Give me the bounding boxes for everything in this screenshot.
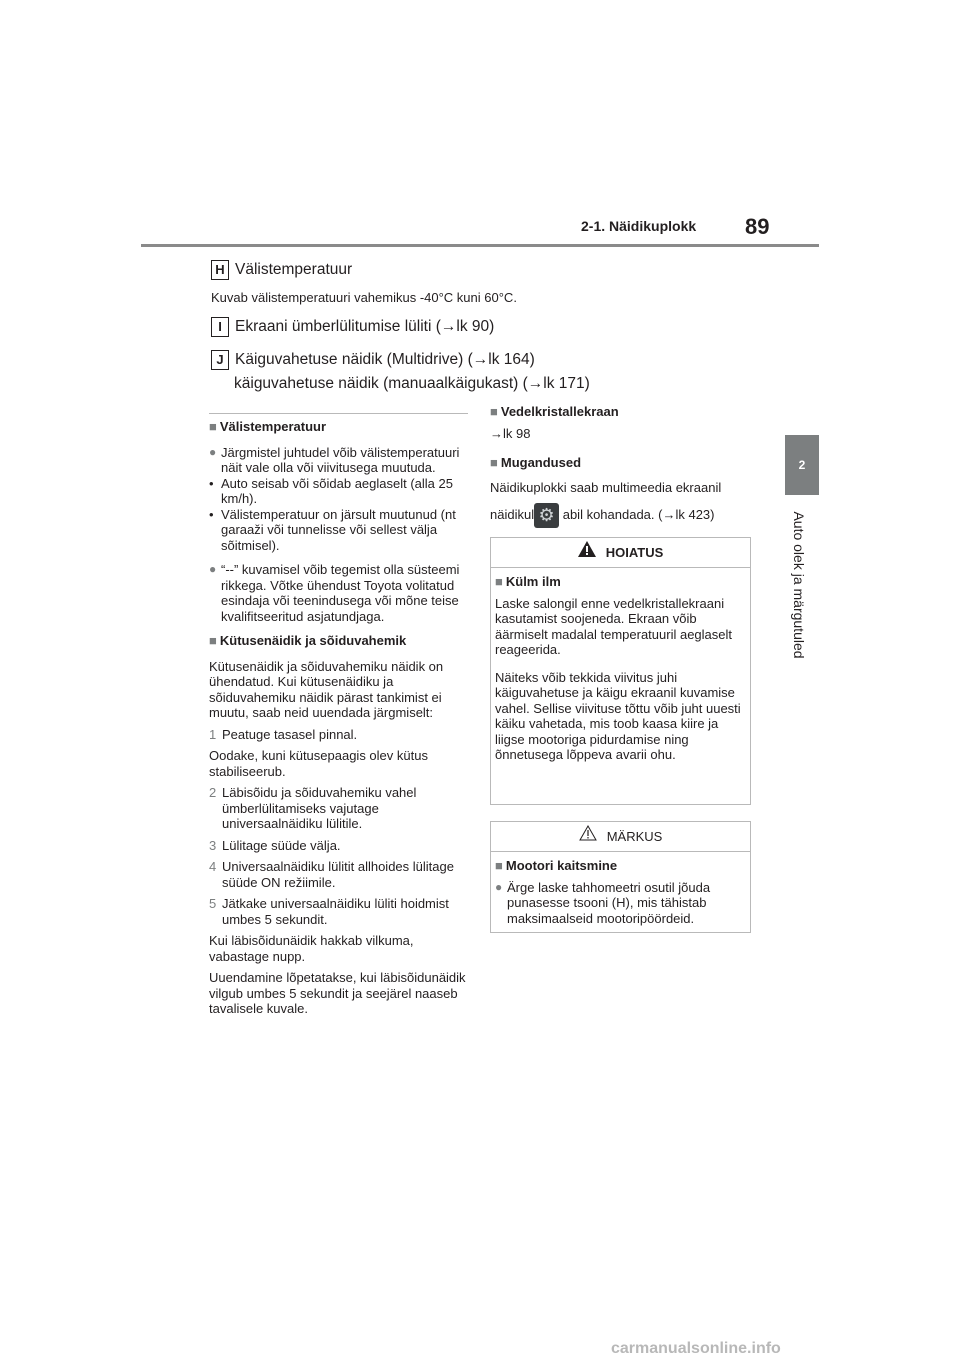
note-triangle-icon xyxy=(579,822,597,851)
step-5: 5 Jätkake universaalnäidiku lüliti hoidmist umbes 5 sekundit. xyxy=(209,896,449,927)
key-badge-j: J xyxy=(211,350,229,370)
note-box xyxy=(490,821,751,933)
circle-bullet-icon: ● xyxy=(495,879,503,894)
left-column xyxy=(209,419,468,1023)
header-divider xyxy=(141,244,819,247)
paragraph: Kui läbisõidunäidik hakkab vilkuma, vabastage nupp. xyxy=(209,933,414,964)
section-heading-fuel: ■ Kütusenäidik ja sõiduvahemik xyxy=(209,633,407,648)
circle-bullet-icon: ● xyxy=(209,444,217,459)
bullet-item: ● “--” kuvamisel võib tegemist olla süsteemi rikkega. Võtke ühendust Toyota volitatud esindaja või teenindusega või mõne teise kvalifitseeritud asjatundjaga. xyxy=(209,562,460,624)
square-bullet-icon: ■ xyxy=(209,419,217,434)
sub-bullet: • Auto seisab või sõidab aeglaselt (alla 25 km/h). xyxy=(209,475,453,506)
item-h-title: Välistemperatuur xyxy=(235,261,353,279)
item-i-title: Ekraani ümberlülitumise lüliti (→lk 90) xyxy=(235,318,495,336)
square-bullet-icon: ■ xyxy=(209,633,217,648)
paragraph: Oodake, kuni kütusepaagis olev kütus stabiliseerub. xyxy=(209,748,428,779)
warning-box xyxy=(490,537,751,805)
paragraph: Laske salongil enne vedelkristallekraani kasutamist soojeneda. Ekraan võib äärmiselt madalal temperatuuril aeglaselt reageerida. xyxy=(495,595,733,657)
item-h-description: Kuvab välistemperatuuri vahemikus -40°C kuni 60°C. xyxy=(211,290,517,305)
item-i xyxy=(211,317,494,337)
square-bullet-icon: ■ xyxy=(495,858,503,873)
chapter-label: Auto olek ja märgutuled xyxy=(791,511,807,659)
item-h xyxy=(211,260,352,280)
gear-icon: ⚙ xyxy=(534,503,559,528)
paragraph: Kütusenäidik ja sõiduvahemiku näidik on ühendatud. Kui kütusenäidiku ja sõiduvahemiku näidik pärast tankimist ei muutu, saab neid uuendada järgmiselt: xyxy=(209,658,444,720)
chapter-tab: 2 xyxy=(785,435,819,495)
left-column-rule xyxy=(209,413,468,414)
watermark: carmanualsonline.info xyxy=(611,1340,781,1357)
section-title: 2-1. Näidikuplokk xyxy=(581,218,697,234)
square-bullet-icon: ■ xyxy=(490,455,498,470)
circle-bullet-icon: ● xyxy=(209,562,217,576)
sub-bullet: • Välistemperatuur on järsult muutunud (nt garaaži või tunnelisse või sellest välja sõitmisel). xyxy=(209,506,456,553)
bullet-item: ● Ärge laske tahhomeetri osutil jõuda punasesse tsooni (H), mis tähistab maksimaalseid mootoripöördeid. xyxy=(495,879,711,926)
page-reference: →lk 98 xyxy=(490,425,531,441)
warning-body: ■ Külm ilm Laske salongil enne vedelkristallekraani kasutamist soojeneda. Ekraan võib äärmiselt madalal temperatuuril aeglaselt reageerida. Näiteks võib tekkida viivitus juhi käiguvahetuse ja käigu ekraanil kuvamise vahel. Sellise viivituse tõttu võib juht uuesti käiku vahetada, mis toob kaasa kiire ja liigse mootoriga pidurdamise ning õnnetusega lõppeva avarii ohu. xyxy=(491,568,750,763)
bullet-item: ● Järgmistel juhtudel võib välistemperatuuri näit vale olla või viivitusega muutuda. • Auto seisab või sõidab aeglaselt (alla 25 km/h). • Välistemperatuur on järsult muutunud (nt garaaži või tunnelisse või sellest välja sõitmisel). xyxy=(209,445,468,554)
section-heading-lcd: ■ Vedelkristallekraan xyxy=(490,404,619,419)
paragraph: Näidikuplokki saab multimeedia ekraanil xyxy=(490,479,722,495)
step-3: 3 Lülitage süüde välja. xyxy=(209,837,341,853)
item-j xyxy=(211,350,535,370)
paragraph: Näiteks võib tekkida viivitus juhi käiguvahetuse ja käigu ekraanil kuvamise vahel. Sellise viivituse tõttu võib juht uuesti käiku vahetada, mis toob kaasa kiire ja liigse mootoriga pidurdamise ning õnnetusega lõppeva avarii ohu. xyxy=(495,669,741,762)
step-2: 2 Läbisõidu ja sõiduvahemiku vahel ümberlülitamiseks vajutage universaalnäidiku lülitile. xyxy=(209,785,417,831)
section-heading-customization: ■ Mugandused xyxy=(490,455,582,470)
step-1: 1 Peatuge tasasel pinnal. xyxy=(209,726,358,742)
warning-triangle-icon xyxy=(578,538,596,567)
section-heading-outside-temp: ■ Välistemperatuur xyxy=(209,419,327,434)
note-body: ■ Mootori kaitsmine ● Ärge laske tahhomeetri osutil jõuda punasesse tsooni (H), mis tähistab maksimaalseid mootoripöördeid. xyxy=(491,852,750,926)
key-badge-h: H xyxy=(211,260,229,280)
paragraph: Uuendamine lõpetatakse, kui läbisõidunäidik vilgub umbes 5 sekundit ja seejärel naaseb tavalisele kuvale. xyxy=(209,970,466,1016)
note-header: MÄRKUS xyxy=(491,822,750,852)
page-number: 89 xyxy=(745,214,770,239)
key-badge-i: I xyxy=(211,317,229,337)
right-column xyxy=(490,404,752,534)
warning-header: HOIATUS xyxy=(491,538,750,568)
paragraph: näidikul ⚙ abil kohandada. (→lk 423) xyxy=(490,503,752,528)
square-bullet-icon: ■ xyxy=(490,404,498,419)
step-4: 4 Universaalnäidiku lülitit allhoides lülitage süüde ON režiimile. xyxy=(209,859,454,890)
square-bullet-icon: ■ xyxy=(495,574,503,589)
item-j-title-2: käiguvahetuse näidik (manuaalkäigukast) (→lk 171) xyxy=(234,375,590,392)
item-j-title: Käiguvahetuse näidik (Multidrive) (→lk 164) xyxy=(235,351,535,369)
chapter-label-box xyxy=(774,505,824,665)
